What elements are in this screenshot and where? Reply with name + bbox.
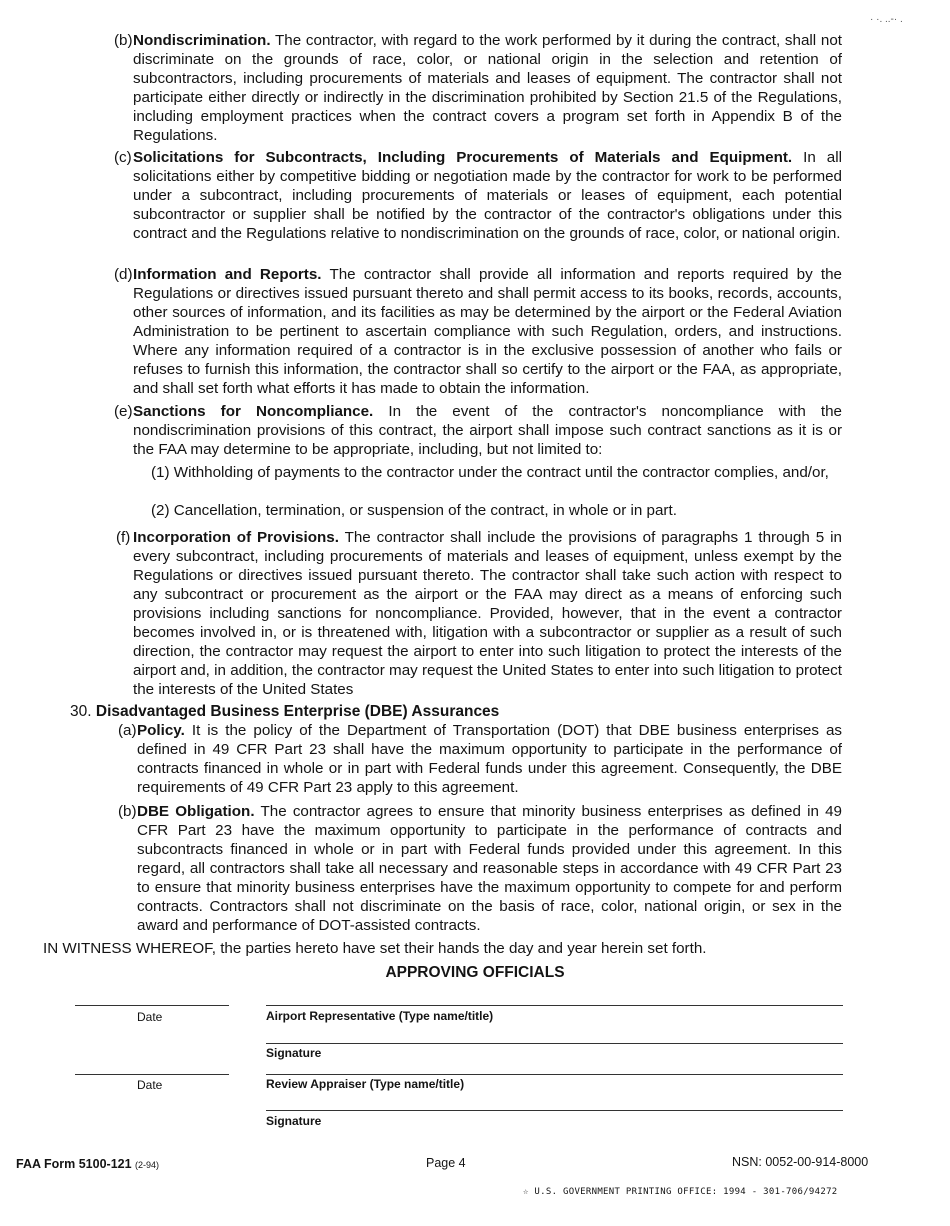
section-30-heading xyxy=(70,702,499,721)
clause-label: (d) xyxy=(114,266,133,283)
clause-f-incorporation xyxy=(116,528,842,699)
airport-rep-line xyxy=(266,1005,843,1006)
sanction-item-2: (2) Cancellation, termination, or suspension of the contract, in whole or in part. xyxy=(151,502,677,519)
section-number: 30. xyxy=(70,703,92,720)
page-number: Page 4 xyxy=(426,1156,466,1170)
clause-heading: Sanctions for Noncompliance. xyxy=(133,403,374,420)
section30-b-dbe-obligation xyxy=(118,802,843,935)
clause-heading: Solicitations for Subcontracts, Including Procurements of Materials and Equipment. xyxy=(133,149,793,166)
clause-heading: Incorporation of Provisions. xyxy=(133,529,339,546)
clause-label: (c) xyxy=(114,149,132,166)
date-line-1 xyxy=(75,1005,229,1006)
clause-heading: Information and Reports. xyxy=(133,266,322,283)
form-date: (2-94) xyxy=(135,1160,160,1170)
clause-e-sanctions xyxy=(114,402,842,459)
approving-officials-title: APPROVING OFFICIALS xyxy=(385,964,565,981)
section-title: Disadvantaged Business Enterprise (DBE) Assurances xyxy=(95,703,500,720)
corner-scan-mark: · ·. ..-· . xyxy=(870,14,903,25)
clause-text: In the event of the contractor's noncompliance with the nondiscrimination provisions of this contract, the airport shall impose such contract sanctions as it is or the FAA may determine to be appropriate, including, but not limited to: xyxy=(133,403,842,458)
clause-d-information-reports xyxy=(114,265,842,398)
clause-b-nondiscrimination xyxy=(114,31,842,145)
gpo-imprint: ☆ U.S. GOVERNMENT PRINTING OFFICE: 1994 - 301-706/94272 xyxy=(523,1187,838,1197)
form-identifier xyxy=(16,1157,159,1171)
clause-text: The contractor, with regard to the work performed by it during the contract, shall not discriminate on the grounds of race, color, or national origin in the selection and retention of subcontractors, including procurements of materials and leases of equipment. The contractor shall not participate either directly or indirectly in the discrimination prohibited by Section 21.5 of the Regulations, including employment practices when the contract covers a program set forth in Appendix B of the Regulations. xyxy=(133,32,842,144)
clause-label: (f) xyxy=(116,529,131,546)
review-appraiser-label: Review Appraiser (Type name/title) xyxy=(266,1077,465,1091)
clause-label: (e) xyxy=(114,403,133,420)
nsn-number: NSN: 0052-00-914-8000 xyxy=(732,1155,869,1169)
clause-heading: Policy. xyxy=(137,722,185,739)
section30-a-policy xyxy=(118,721,842,797)
clause-text: The contractor agrees to ensure that minority business enterprises as defined in 49 CFR Part 23 have the maximum opportunity to participate in the performance of contracts and subcontracts financed in whole or in part with Federal funds provided under this agreement. In this regard, all contractors shall take all necessary and reasonable steps in accordance with 49 CFR Part 23 to ensure that minority business enterprises have the maximum opportunity to compete for and perform contracts. Contractors shall not discriminate on the basis of race, color, national origin, or sex in the award and performance of DOT-assisted contracts. xyxy=(137,803,843,934)
review-appraiser-line xyxy=(266,1074,843,1075)
signature-line-2 xyxy=(266,1110,843,1111)
clause-c-solicitations xyxy=(114,148,842,243)
clause-heading: Nondiscrimination. xyxy=(133,32,271,49)
date-label-2: Date xyxy=(137,1078,163,1092)
signature-line-1 xyxy=(266,1043,843,1044)
clause-text: In all solicitations either by competitive bidding or negotiation made by the contractor for work to be performed under a subcontract, including procurements of materials or leases of equipment, each potential subcontractor or supplier shall be notified by the contractor of the contractor's obligations under this contract and the Regulations relative to nondiscrimination on the grounds of race, color, or national origin. xyxy=(133,149,842,242)
signature-label-2: Signature xyxy=(266,1114,322,1128)
form-name: FAA Form 5100-121 xyxy=(16,1157,132,1171)
clause-text: The contractor shall include the provisions of paragraphs 1 through 5 in every subcontract, including procurements of materials and leases of equipment, unless exempt by the Regulations or directives issued pursuant thereto. The contractor shall take such action with respect to any subcontract or procurement as the airport or the FAA may direct as a means of enforcing such provisions including sanctions for noncompliance. Provided, however, that in the event a contractor becomes involved in, or is threatened with, litigation with a subcontractor or supplier as a result of such direction, the contractor may request the airport to enter into such litigation to protect the interests of the airport and, in addition, the contractor may request the United States to enter into such litigation to protect the interests of the United States xyxy=(133,529,842,698)
signature-label-1: Signature xyxy=(266,1046,322,1060)
clause-label: (b) xyxy=(114,32,133,49)
witness-statement: IN WITNESS WHEREOF, the parties hereto have set their hands the day and year herein set forth. xyxy=(43,940,707,957)
clause-label: (a) xyxy=(118,722,137,739)
sanction-item-1: (1) Withholding of payments to the contractor under the contract until the contractor complies, and/or, xyxy=(151,464,829,481)
clause-label: (b) xyxy=(118,803,137,820)
clause-text: It is the policy of the Department of Transportation (DOT) that DBE business enterprises as defined in 49 CFR Part 23 shall have the maximum opportunity to participate in the performance of contracts financed in whole or in part with Federal funds under this agreement. Consequently, the DBE requirements of 49 CFR Part 23 apply to this agreement. xyxy=(137,722,842,796)
date-line-2 xyxy=(75,1074,229,1075)
clause-heading: DBE Obligation. xyxy=(137,803,255,820)
airport-rep-label: Airport Representative (Type name/title) xyxy=(266,1009,494,1023)
clause-text: The contractor shall provide all information and reports required by the Regulations or directives issued pursuant thereto and shall permit access to its books, records, accounts, other sources of information, and its facilities as may be determined by the airport or the Federal Aviation Administration to be pertinent to ascertain compliance with such Regulation, orders, and instructions. Where any information required of a contractor is in the exclusive possession of another who fails or refuses to furnish this information, the contractor shall so certify to the airport or the FAA, as appropriate, and shall set forth what efforts it has made to obtain the information. xyxy=(133,266,842,397)
date-label-1: Date xyxy=(137,1010,163,1024)
